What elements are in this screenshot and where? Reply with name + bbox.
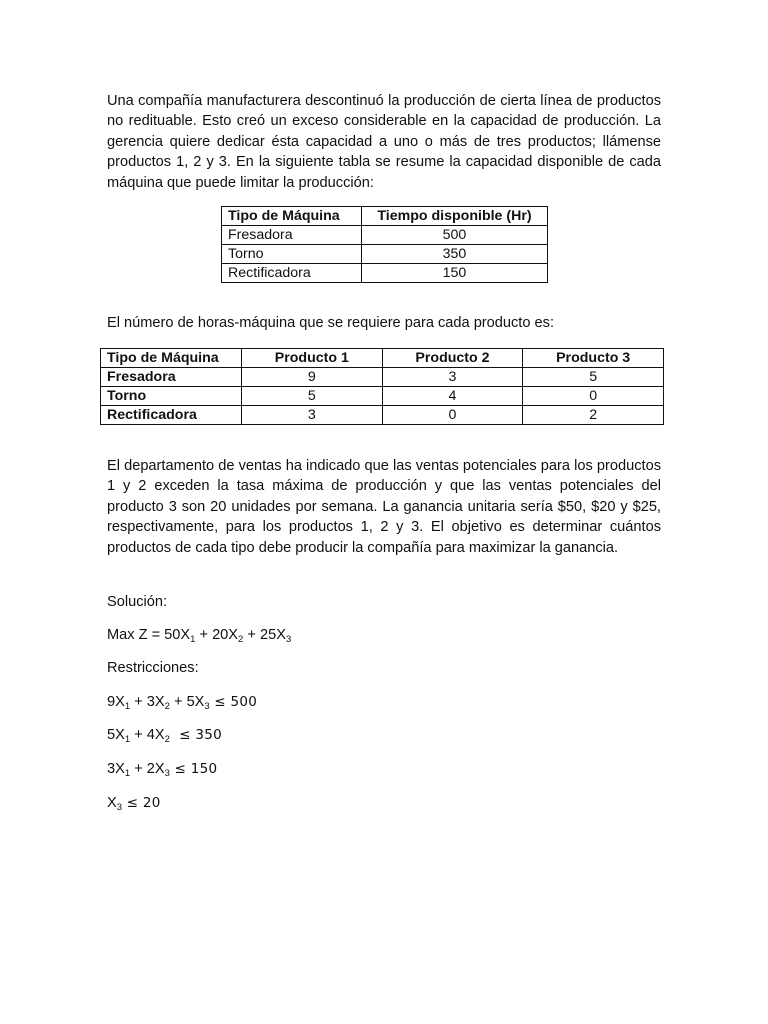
- subscript: 3: [204, 701, 210, 712]
- solution-label: Solución:: [107, 594, 168, 610]
- restrictions-label: Restricciones:: [107, 660, 199, 676]
- table-row: [222, 226, 548, 245]
- table-cell: Rectificadora: [101, 406, 242, 425]
- subscript: 1: [190, 634, 196, 645]
- constraint-bound: ≤ 500: [209, 694, 258, 710]
- table-cell: 4: [382, 387, 523, 406]
- constraint-text: + 5X: [169, 694, 205, 710]
- table-header-cell: Producto 2: [382, 349, 523, 368]
- subscript: 3: [285, 634, 292, 645]
- table-cell: 0: [523, 387, 664, 406]
- table-cell: 3: [382, 368, 523, 387]
- intro-paragraph: Una compañía manufacturera descontinuó la producción de cierta línea de productos no redituable. Esto creó un exceso considerable en la capacidad de producción. La gerencia quiere dedicar ésta capacidad a uno o más de tres productos; llámense productos 1, 2 y 3. En la siguiente tabla se resume la capacidad disponible de cada máquina que puede limitar la producción:: [107, 93, 661, 191]
- table-cell: 5: [242, 387, 383, 406]
- table-cell: 500: [362, 226, 548, 245]
- table-header-cell: Producto 1: [242, 349, 383, 368]
- objective-text: + 25X: [243, 627, 286, 643]
- constraint-text: 3X: [107, 761, 125, 777]
- constraint-text: 5X: [107, 727, 125, 743]
- objective-text: + 20X: [195, 627, 239, 643]
- constraint-text: + 3X: [130, 694, 165, 710]
- table-row: [222, 264, 548, 283]
- constraint-bound: ≤ 350: [169, 727, 222, 743]
- machine-hours-table: [100, 348, 664, 425]
- table-cell: 2: [523, 406, 664, 425]
- table-row: [101, 368, 664, 387]
- table-row: [101, 387, 664, 406]
- table-header-cell: Producto 3: [523, 349, 664, 368]
- objective-function: [107, 627, 291, 643]
- table-cell: Rectificadora: [222, 264, 362, 283]
- constraint-2: [107, 727, 222, 743]
- table-header-cell: Tipo de Máquina: [101, 349, 242, 368]
- table-cell: 9: [242, 368, 383, 387]
- subscript: 1: [124, 768, 131, 779]
- table-cell: 350: [362, 245, 548, 264]
- constraint-bound: ≤ 150: [169, 761, 218, 777]
- constraint-text: + 2X: [130, 761, 165, 777]
- constraint-text: X: [107, 795, 117, 811]
- constraint-1: [107, 694, 257, 710]
- constraint-text: + 4X: [130, 727, 165, 743]
- subscript: 2: [164, 701, 170, 712]
- table-cell: Torno: [222, 245, 362, 264]
- objective-text: Max Z = 50X: [107, 627, 191, 643]
- table-cell: Fresadora: [101, 368, 242, 387]
- table-cell: Fresadora: [222, 226, 362, 245]
- machine-capacity-table: [221, 206, 548, 283]
- table-cell: Torno: [101, 387, 242, 406]
- subscript: 1: [124, 701, 131, 712]
- table-cell: 0: [382, 406, 523, 425]
- subscript: 3: [164, 768, 170, 779]
- hours-intro: El número de horas-máquina que se requiere para cada producto es:: [107, 315, 555, 331]
- constraint-bound: ≤ 20: [122, 795, 161, 811]
- constraint-text: 9X: [107, 694, 125, 710]
- table-cell: 5: [523, 368, 664, 387]
- sales-paragraph: El departamento de ventas ha indicado que las ventas potenciales para los productos 1 y 2 exceden la tasa máxima de producción y que las ventas potenciales del producto 3 son 20 unidades por semana. La ganancia unitaria sería $50, $20 y $25, respectivamente, para los productos 1, 2 y 3. El objetivo es determinar cuántos productos de cada tipo debe producir la compañía para maximizar la ganancia.: [107, 458, 661, 556]
- table-cell: 150: [362, 264, 548, 283]
- subscript: 2: [238, 634, 244, 645]
- subscript: 1: [124, 734, 131, 745]
- table-header-cell: Tipo de Máquina: [222, 207, 362, 226]
- constraint-3: [107, 761, 217, 777]
- table-header-cell: Tiempo disponible (Hr): [362, 207, 548, 226]
- subscript: 2: [164, 734, 170, 745]
- subscript: 3: [116, 802, 123, 813]
- table-row: [101, 406, 664, 425]
- table-row: [222, 245, 548, 264]
- table-header-row: [101, 349, 664, 368]
- table-header-row: [222, 207, 548, 226]
- constraint-4: [107, 795, 161, 811]
- table-cell: 3: [242, 406, 383, 425]
